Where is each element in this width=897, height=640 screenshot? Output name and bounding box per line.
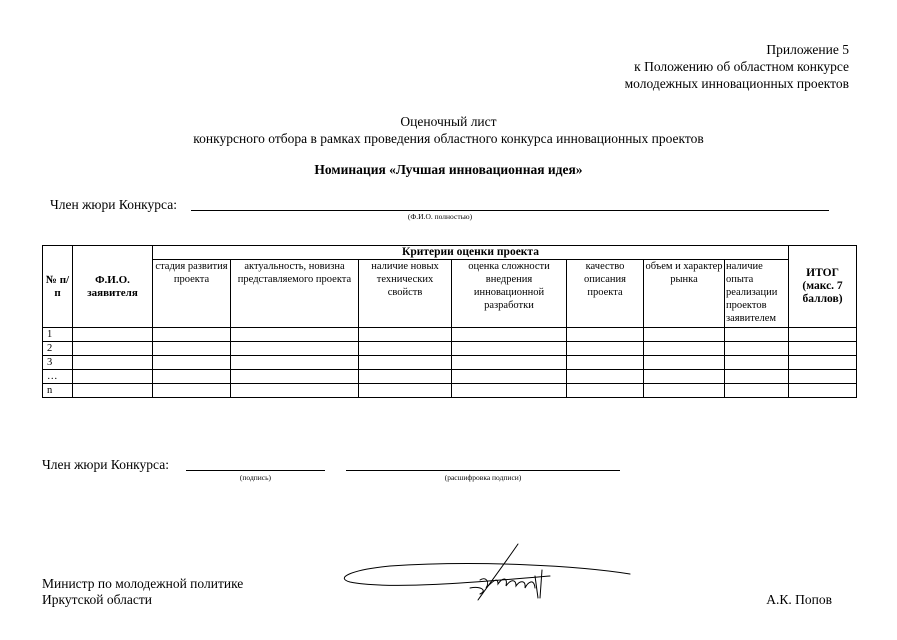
signature-decode-line[interactable] (346, 470, 620, 471)
table-cell[interactable] (231, 370, 359, 384)
appendix-line-3: молодежных инновационных проектов (624, 76, 849, 91)
table-cell[interactable] (359, 370, 452, 384)
minister-position (42, 576, 243, 608)
criteria-header: Критерии оценки проекта (153, 246, 789, 260)
table-cell[interactable] (359, 328, 452, 342)
table-cell[interactable] (567, 370, 644, 384)
table-cell[interactable] (359, 342, 452, 356)
table-cell[interactable] (73, 328, 153, 342)
table-cell[interactable] (452, 328, 567, 342)
criterion-technical: наличие новых технических свойств (359, 260, 452, 328)
minister-position-line-1: Министр по молодежной политике (42, 576, 244, 591)
table-row (43, 370, 857, 384)
table-cell[interactable] (644, 370, 725, 384)
title-line-1: Оценочный лист (400, 114, 497, 129)
jury-member-fio-line[interactable] (191, 210, 829, 211)
table-cell[interactable] (725, 342, 789, 356)
table-cell[interactable] (452, 342, 567, 356)
table-cell[interactable] (789, 356, 857, 370)
table-cell[interactable] (789, 342, 857, 356)
table-cell[interactable] (153, 384, 231, 398)
col-total-header: ИТОГ (макс. 7 баллов) (789, 246, 857, 328)
table-cell[interactable] (153, 370, 231, 384)
table-cell[interactable] (567, 342, 644, 356)
criterion-market: объем и характер рынка (644, 260, 725, 328)
table-cell[interactable] (359, 384, 452, 398)
appendix-header (625, 41, 849, 92)
table-row (43, 342, 857, 356)
row-number: 1 (43, 328, 73, 342)
table-cell[interactable] (231, 342, 359, 356)
col-fio-header: Ф.И.О. заявителя (73, 246, 153, 328)
minister-name: А.К. Попов (766, 592, 832, 607)
table-cell[interactable] (73, 384, 153, 398)
signature-hint: (подпись) (239, 473, 272, 482)
appendix-line-2: к Положению об областном конкурсе (634, 59, 849, 74)
table-row (43, 356, 857, 370)
table-cell[interactable] (789, 328, 857, 342)
row-number: … (43, 370, 73, 384)
handwritten-signature (330, 538, 640, 608)
table-cell[interactable] (452, 356, 567, 370)
table-cell[interactable] (644, 342, 725, 356)
table-cell[interactable] (73, 342, 153, 356)
table-cell[interactable] (567, 328, 644, 342)
criterion-description: качество описания проекта (567, 260, 644, 328)
table-cell[interactable] (73, 370, 153, 384)
table-row (43, 328, 857, 342)
table-cell[interactable] (452, 384, 567, 398)
table-cell[interactable] (725, 384, 789, 398)
jury-member-label: Член жюри Конкурса: (50, 197, 177, 212)
table-cell[interactable] (231, 356, 359, 370)
table-cell[interactable] (73, 356, 153, 370)
jury-signature-label: Член жюри Конкурса: (42, 457, 169, 472)
table-cell[interactable] (644, 328, 725, 342)
table-cell[interactable] (567, 384, 644, 398)
evaluation-table (42, 245, 857, 398)
table-cell[interactable] (359, 356, 452, 370)
table-cell[interactable] (452, 370, 567, 384)
table-cell[interactable] (725, 328, 789, 342)
table-cell[interactable] (231, 384, 359, 398)
table-cell[interactable] (153, 356, 231, 370)
row-number: n (43, 384, 73, 398)
criterion-experience: наличие опыта реализации проектов заявителем (725, 260, 789, 328)
document-title (0, 113, 897, 147)
table-cell[interactable] (153, 328, 231, 342)
table-row (43, 384, 857, 398)
criterion-complexity: оценка сложности внедрения инновационной разработки (452, 260, 567, 328)
criterion-novelty: актуальность, новизна представляемого проекта (231, 260, 359, 328)
nomination-heading: Номинация «Лучшая инновационная идея» (314, 162, 583, 177)
appendix-line-1: Приложение 5 (766, 42, 849, 57)
table-cell[interactable] (644, 384, 725, 398)
col-number-header: № п/п (43, 246, 73, 328)
table-cell[interactable] (644, 356, 725, 370)
title-line-2: конкурсного отбора в рамках проведения областного конкурса инновационных проектов (193, 131, 704, 146)
signature-line[interactable] (186, 470, 325, 471)
table-cell[interactable] (567, 356, 644, 370)
row-number: 3 (43, 356, 73, 370)
table-cell[interactable] (789, 370, 857, 384)
table-cell[interactable] (725, 356, 789, 370)
table-cell[interactable] (789, 384, 857, 398)
table-cell[interactable] (725, 370, 789, 384)
minister-position-line-2: Иркутской области (42, 592, 153, 607)
signature-decode-hint: (расшифровка подписи) (444, 473, 522, 482)
jury-member-fio-hint: (Ф.И.О. полностью) (407, 212, 473, 221)
table-cell[interactable] (231, 328, 359, 342)
criterion-stage: стадия развития проекта (153, 260, 231, 328)
table-cell[interactable] (153, 342, 231, 356)
row-number: 2 (43, 342, 73, 356)
